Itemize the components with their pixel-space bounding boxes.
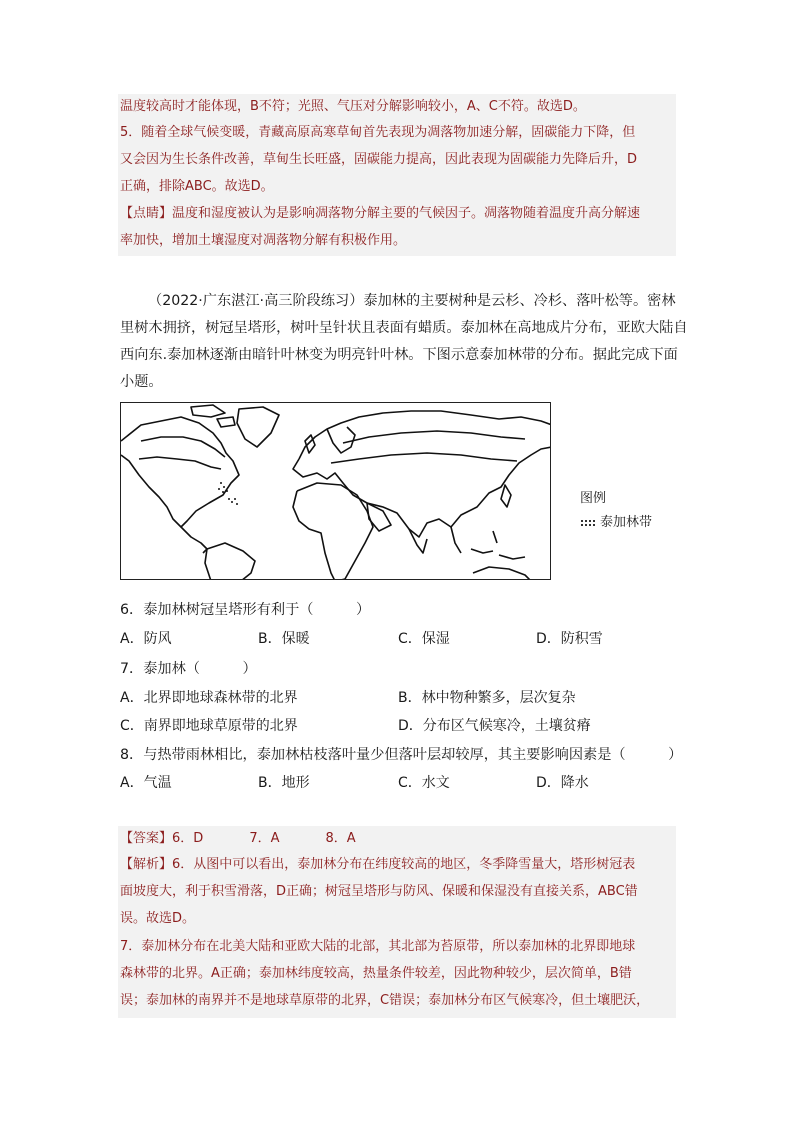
q8-stem: 8．与热带雨林相比，泰加林枯枝落叶量少但落叶层却较厚，其主要影响因素是（ ） (120, 747, 683, 763)
explanation-line: 温度较高时才能体现，B不符；光照、气压对分解影响较小，A、C不符。故选D。 (120, 99, 586, 114)
passage-line-2: 里树木拥挤，树冠呈塔形，树叶呈针状且表面有蜡质。泰加林在高地成片分布，亚欧大陆自 (120, 320, 688, 336)
answer-6: 6．D (172, 831, 204, 846)
q6-option-a[interactable]: A．防风 (120, 631, 172, 647)
world-map-outline (121, 403, 551, 580)
legend-item-label: 泰加林带 (600, 515, 653, 530)
taiga-dot-pattern-icon (580, 519, 596, 527)
q7-option-d[interactable]: D．分布区气候寒冷，土壤贫瘠 (398, 718, 591, 734)
answer-7: 7．A (249, 831, 280, 846)
answer-8: 8．A (325, 831, 356, 846)
q6-stem: 6．泰加林树冠呈塔形有利于（ ） (120, 602, 371, 618)
q8-option-b[interactable]: B．地形 (258, 775, 310, 791)
q7-option-b[interactable]: B．林中物种繁多，层次复杂 (398, 690, 576, 706)
q8-option-d[interactable]: D．降水 (536, 775, 589, 791)
analysis-line-1 (120, 855, 635, 875)
q5-explanation-line-2: 又会因为生长条件改善，草甸生长旺盛，固碳能力提高，因此表现为固碳能力先降后升，D (120, 152, 638, 167)
analysis-label: 【解析】 (120, 857, 173, 872)
q7-option-a[interactable]: A．北界即地球森林带的北界 (120, 690, 298, 706)
q7-stem: 7．泰加林（ ） (120, 661, 257, 677)
q7-option-c[interactable]: C．南界即地球草原带的北界 (120, 718, 298, 734)
answer-label: 【答案】 (120, 831, 173, 846)
q5-explanation-line-1: 5．随着全球气候变暖，青藏高原高寒草甸首先表现为凋落物加速分解，固碳能力下降，但 (120, 125, 636, 140)
analysis-q7-line-1: 7．泰加林分布在北美大陆和亚欧大陆的北部，其北部为苔原带，所以泰加林的北界即地球 (120, 939, 636, 954)
tip-text: 温度和湿度被认为是影响凋落物分解主要的气候因子。凋落物随着温度升高分解速 (172, 206, 641, 221)
analysis-q7-line-3: 误；泰加林的南界并不是地球草原带的北界，C错误；泰加林分布区气候寒冷，但土壤肥沃， (120, 993, 650, 1008)
q6-option-c[interactable]: C．保湿 (398, 631, 450, 647)
passage-line-3: 西向东.泰加林逐渐由暗针叶林变为明亮针叶林。下图示意泰加林带的分布。据此完成下面 (120, 347, 678, 363)
taiga-distribution-map (120, 402, 551, 580)
analysis-q7-line-2: 森林带的北界。A正确；泰加林纬度较高，热量条件较差，因此物种较少，层次简单，B错 (120, 966, 632, 981)
q8-option-c[interactable]: C．水文 (398, 775, 450, 791)
tip-label: 【点睛】 (120, 206, 173, 221)
passage-line-4: 小题。 (120, 374, 163, 390)
q5-explanation-line-3: 正确，排除ABC。故选D。 (120, 179, 274, 194)
legend-item (580, 512, 652, 534)
analysis-line-2: 面坡度大，利于积雪滑落，D正确；树冠呈塔形与防风、保暖和保湿没有直接关系，ABC错 (120, 884, 638, 899)
tip-line-1 (120, 204, 640, 224)
q6-option-d[interactable]: D．防积雪 (536, 631, 603, 647)
q6-option-b[interactable]: B．保暖 (258, 631, 310, 647)
legend-title: 图例 (580, 491, 607, 506)
answer-line (120, 829, 356, 849)
analysis-text-1: 6．从图中可以看出，泰加林分布在纬度较高的地区，冬季降雪量大，塔形树冠表 (172, 857, 636, 872)
analysis-line-3: 误。故选D。 (120, 911, 196, 926)
tip-line-2: 率加快，增加土壤湿度对凋落物分解有积极作用。 (120, 233, 407, 248)
passage-line-1: （2022·广东湛江·高三阶段练习）泰加林的主要树种是云杉、冷杉、落叶松等。密林 (148, 293, 676, 309)
q8-option-a[interactable]: A．气温 (120, 775, 172, 791)
